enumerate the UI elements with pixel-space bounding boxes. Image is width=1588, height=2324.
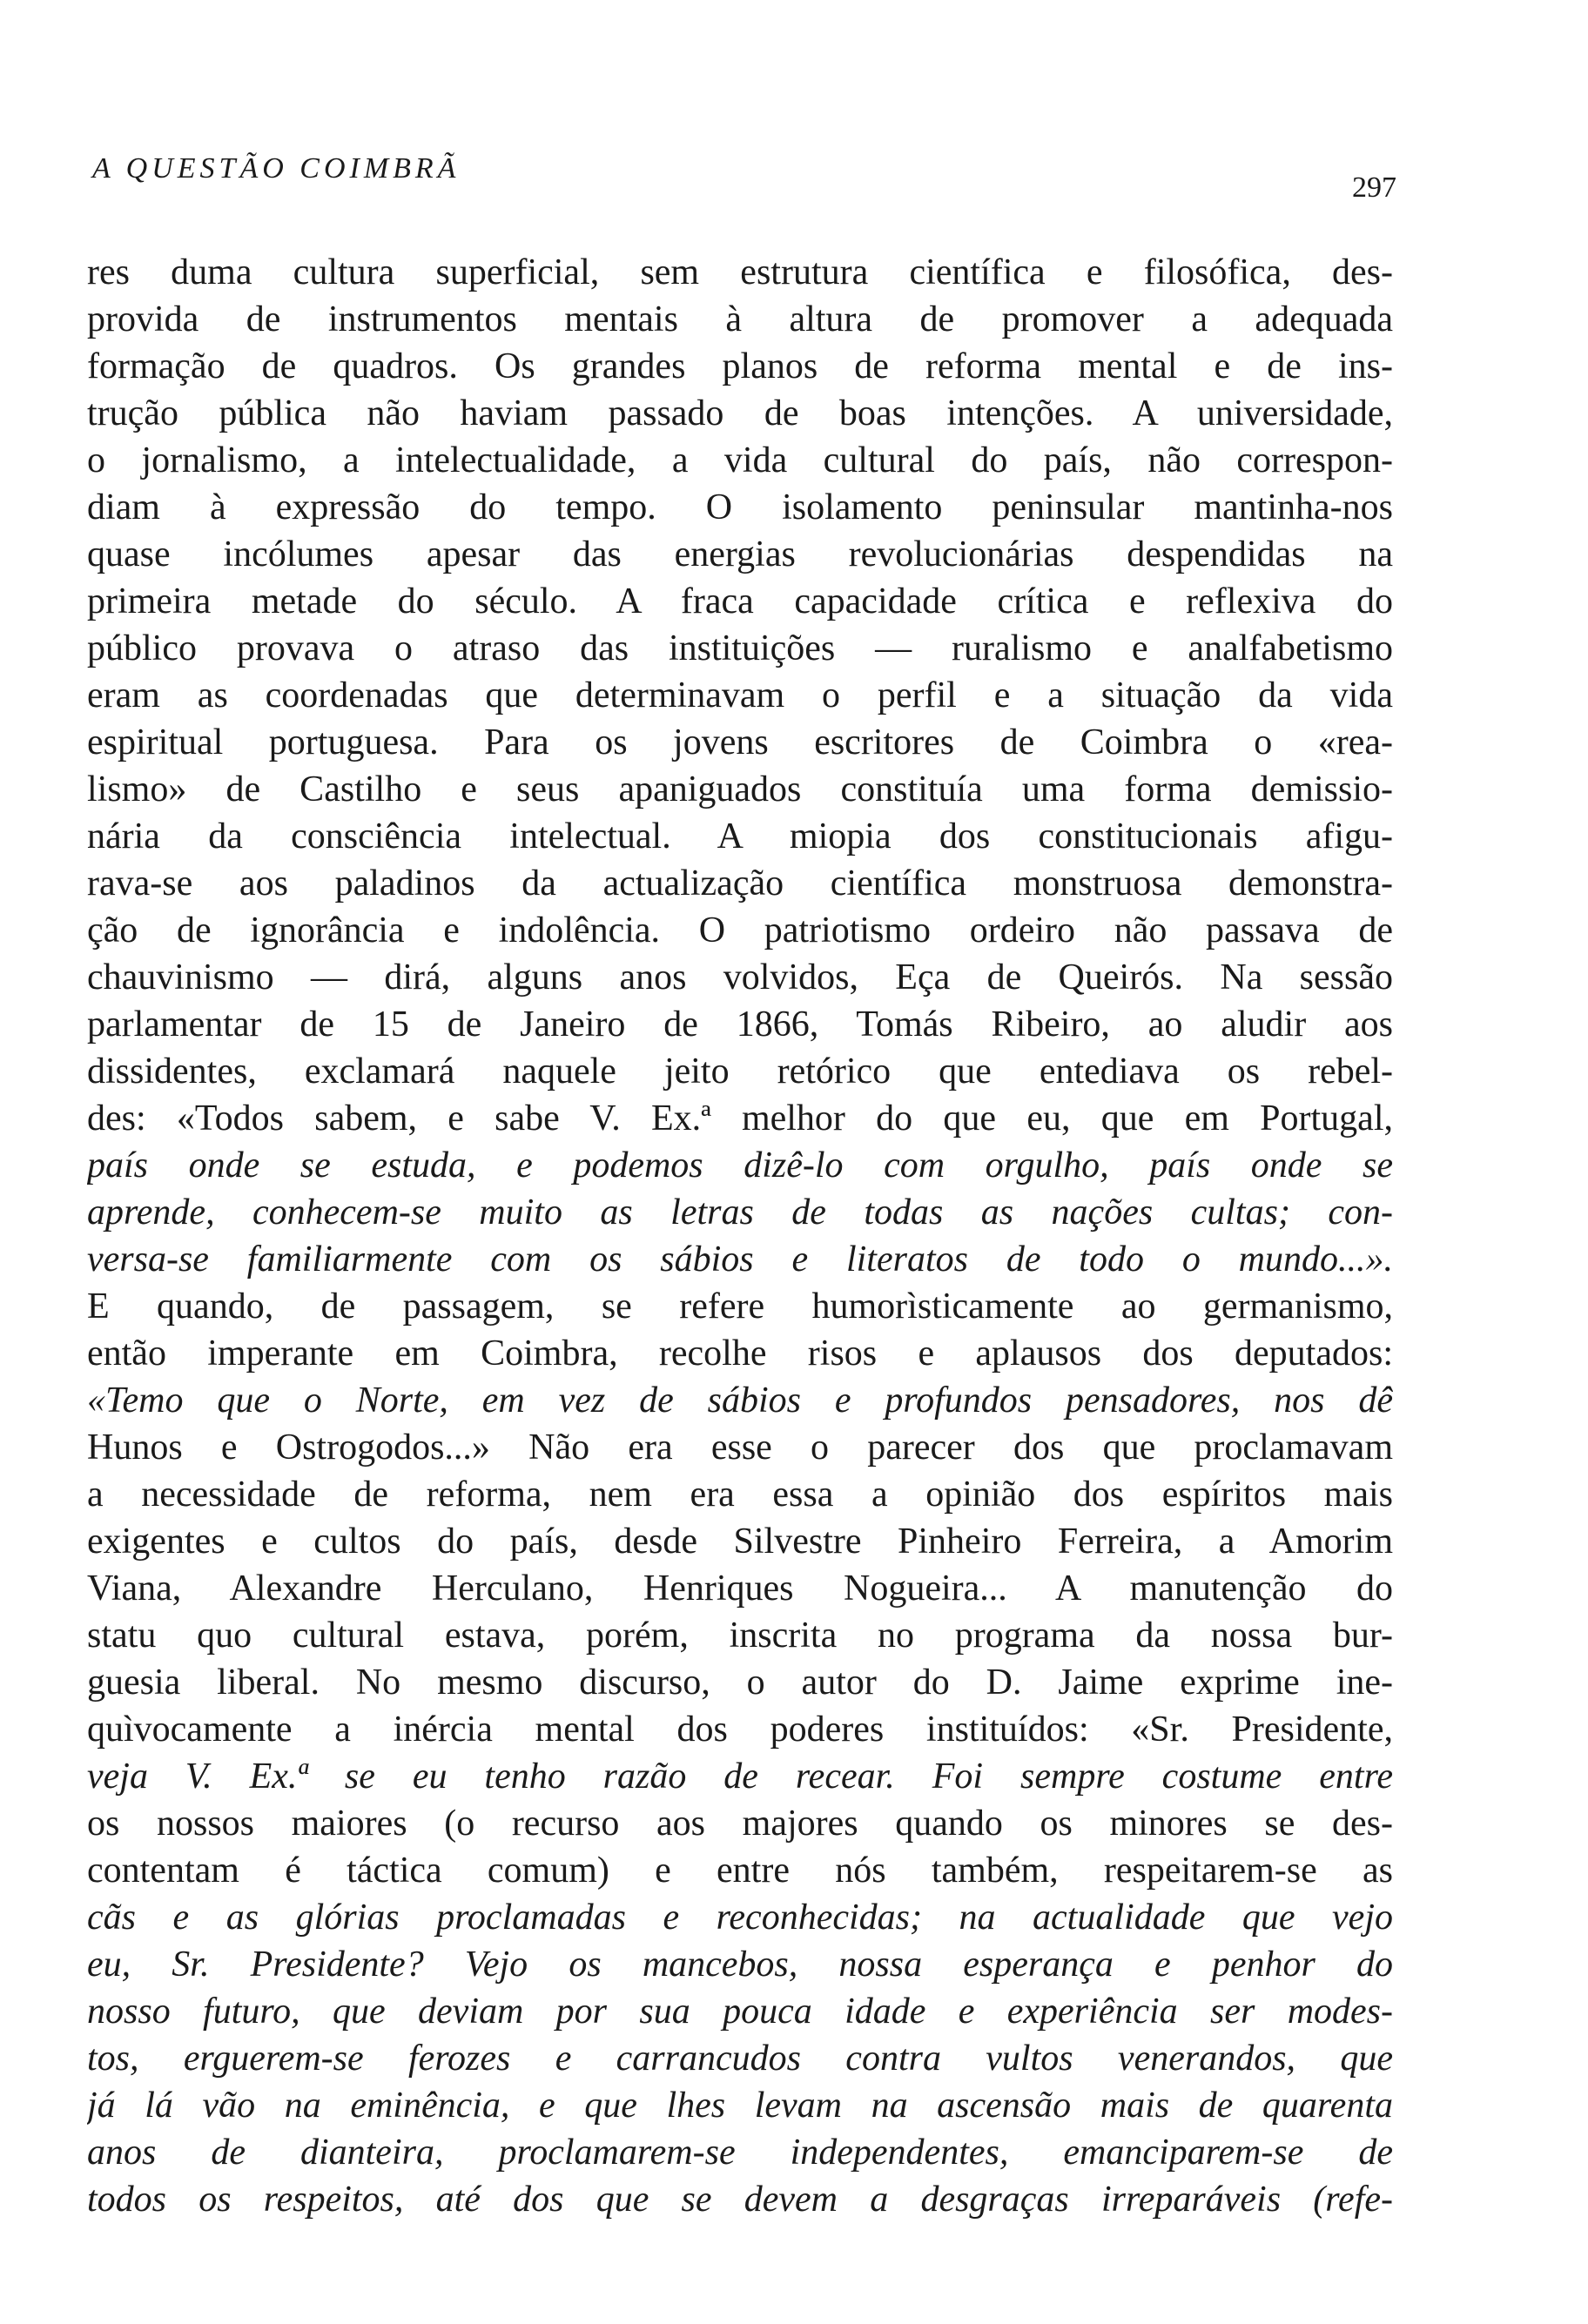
text-line: tos, erguerem-se ferozes e carrancudos contra vultos venerandos, que	[87, 2039, 1393, 2079]
text-line: parlamentar de 15 de Janeiro de 1866, Tomás Ribeiro, ao aludir aos	[87, 1004, 1393, 1044]
text-line: já lá vão na eminência, e que lhes levam na ascensão mais de quarenta	[87, 2086, 1393, 2126]
text-line: primeira metade do século. A fraca capacidade crítica e reflexiva do	[87, 581, 1393, 621]
text-line: veja V. Ex.ª se eu tenho razão de recear. Foi sempre costume entre	[87, 1756, 1393, 1797]
text-line: contentam é táctica comum) e entre nós também, respeitarem-se as	[87, 1850, 1393, 1891]
text-line: então imperante em Coimbra, recolhe risos e aplausos dos deputados:	[87, 1333, 1393, 1374]
page-number: 297	[1352, 171, 1396, 204]
page-header	[92, 152, 1396, 205]
text-line: o jornalismo, a intelectualidade, a vida cultural do país, não correspon-	[87, 440, 1393, 480]
text-line: dissidentes, exclamará naquele jeito retórico que entediava os rebel-	[87, 1051, 1393, 1091]
text-line: os nossos maiores (o recurso aos majores quando os minores se des-	[87, 1803, 1393, 1844]
text-line: lismo» de Castilho e seus apaniguados constituía uma forma demissio-	[87, 769, 1393, 809]
text-line: res duma cultura superficial, sem estrutura científica e filosófica, des-	[87, 252, 1393, 292]
text-line: rava-se aos paladinos da actualização científica monstruosa demonstra-	[87, 863, 1393, 903]
text-line: statu quo cultural estava, porém, inscrita no programa da nossa bur-	[87, 1615, 1393, 1656]
text-line: espiritual portuguesa. Para os jovens escritores de Coimbra o «rea-	[87, 722, 1393, 762]
text-line: versa-se familiarmente com os sábios e literatos de todo o mundo...».	[87, 1239, 1393, 1280]
text-line: nosso futuro, que deviam por sua pouca idade e experiência ser modes-	[87, 1992, 1393, 2032]
text-line: a necessidade de reforma, nem era essa a opinião dos espíritos mais	[87, 1474, 1393, 1515]
text-line: «Temo que o Norte, em vez de sábios e profundos pensadores, nos dê	[87, 1380, 1393, 1421]
text-line: diam à expressão do tempo. O isolamento peninsular mantinha-nos	[87, 487, 1393, 527]
running-head: A QUESTÃO COIMBRÃ	[92, 152, 461, 185]
text-line: anos de dianteira, proclamarem-se independentes, emanciparem-se de	[87, 2133, 1393, 2173]
text-line: guesia liberal. No mesmo discurso, o autor do D. Jaime exprime ine-	[87, 1662, 1393, 1703]
text-line: público provava o atraso das instituições — ruralismo e analfabetismo	[87, 628, 1393, 668]
text-line: nária da consciência intelectual. A miopia dos constitucionais afigu-	[87, 816, 1393, 856]
text-line: exigentes e cultos do país, desde Silvestre Pinheiro Ferreira, a Amorim	[87, 1521, 1393, 1562]
text-line: quìvocamente a inércia mental dos poderes instituídos: «Sr. Presidente,	[87, 1709, 1393, 1750]
text-line: E quando, de passagem, se refere humorìsticamente ao germanismo,	[87, 1286, 1393, 1327]
text-line: provida de instrumentos mentais à altura de promover a adequada	[87, 299, 1393, 339]
text-line: des: «Todos sabem, e sabe V. Ex.ª melhor do que eu, que em Portugal,	[87, 1098, 1393, 1138]
text-line: chauvinismo — dirá, alguns anos volvidos, Eça de Queirós. Na sessão	[87, 957, 1393, 997]
text-line: cãs e as glórias proclamadas e reconhecidas; na actualidade que vejo	[87, 1897, 1393, 1938]
text-line: trução pública não haviam passado de boas intenções. A universidade,	[87, 393, 1393, 433]
text-line: formação de quadros. Os grandes planos de reforma mental e de ins-	[87, 346, 1393, 386]
text-line: aprende, conhecem-se muito as letras de todas as nações cultas; con-	[87, 1192, 1393, 1233]
text-line: eu, Sr. Presidente? Vejo os mancebos, nossa esperança e penhor do	[87, 1945, 1393, 1985]
text-line: eram as coordenadas que determinavam o perfil e a situação da vida	[87, 675, 1393, 715]
text-line: Viana, Alexandre Herculano, Henriques Nogueira... A manutenção do	[87, 1568, 1393, 1609]
text-line: todos os respeitos, até dos que se devem a desgraças irreparáveis (refe-	[87, 2180, 1393, 2220]
text-line: país onde se estuda, e podemos dizê-lo com orgulho, país onde se	[87, 1145, 1393, 1186]
text-line: quase incólumes apesar das energias revolucionárias despendidas na	[87, 534, 1393, 574]
body-text	[87, 249, 1393, 2223]
text-line: Hunos e Ostrogodos...» Não era esse o parecer dos que proclamavam	[87, 1427, 1393, 1468]
text-line: ção de ignorância e indolência. O patriotismo ordeiro não passava de	[87, 910, 1393, 950]
